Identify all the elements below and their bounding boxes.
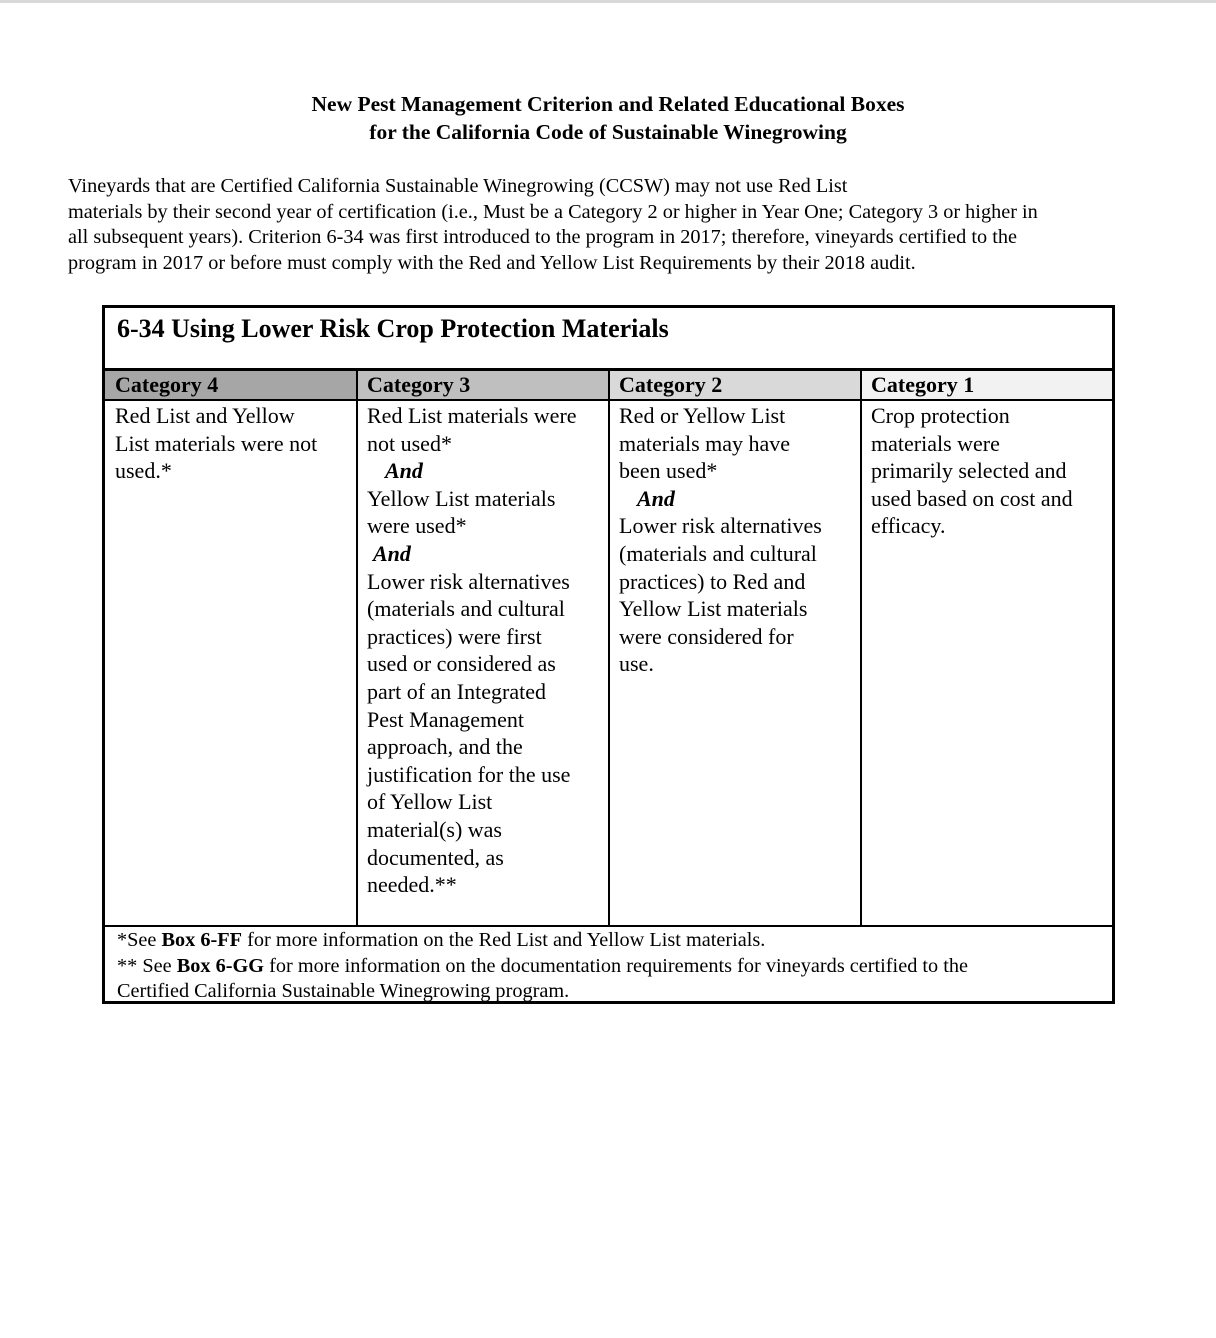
description-line: Red List materials were [367,403,577,428]
description-line: materials may have [619,430,791,456]
description-line: part of an Integrated [367,678,546,704]
header-category-2 [609,371,861,399]
footnote-2-box-ref: Box 6-GG [176,954,265,977]
footnote-2 [117,954,1107,980]
description-line: List materials were not [115,430,318,456]
footnote-2-text: for more information on the documentation requirements for vineyards certified to the [264,954,969,977]
column-divider [608,371,610,926]
footnote-1-box-ref: Box 6-FF [161,929,243,951]
description-line: not used* [367,430,452,456]
description-line: efficacy. [871,513,946,539]
document-title [0,90,1216,146]
intro-line-4: program in 2017 or before must comply with the Red and Yellow List Requirements by their 2018 audit. [68,251,916,274]
description-line: used.* [115,458,172,484]
header-category-4-label: Category 4 [115,372,219,397]
description-line: Lower risk alternatives [367,568,570,594]
description-line: use. [619,651,654,677]
intro-paragraph [68,174,1168,276]
document-title-line-1: New Pest Management Criterion and Related Educational Boxes [311,92,905,116]
description-line: documented, as [367,844,504,870]
description-line: materials were [871,430,1000,456]
header-category-3 [357,371,609,399]
footnote-2-prefix: ** See [117,954,177,977]
description-line: Red List and Yellow [115,403,295,428]
description-line: practices) to Red and [619,568,806,594]
description-line: were used* [367,513,467,539]
footnotes [117,928,1107,1005]
category-2-description [619,402,855,678]
footnote-rule [105,925,1112,927]
description-line: approach, and the [367,734,523,760]
footnote-1-prefix: *See [117,929,162,951]
description-line: used based on cost and [871,485,1073,511]
category-1-description [871,402,1107,540]
and-connector: And [637,485,675,511]
description-line: were considered for [619,623,794,649]
page-top-border [0,0,1216,3]
footnote-2-continued: Certified California Sustainable Winegrowing program. [117,980,570,1002]
header-category-1 [861,371,1112,399]
intro-line-2: materials by their second year of certification (i.e., Must be a Category 2 or higher in Year One; Category 3 or higher in [68,200,1038,223]
description-line: Yellow List materials [367,485,556,511]
description-line: practices) were first [367,623,542,649]
footnote-1 [117,928,1107,954]
intro-line-1: Vineyards that are Certified California Sustainable Winegrowing (CCSW) may not use Red List [68,175,848,197]
description-line: Pest Management [367,706,525,732]
header-category-2-label: Category 2 [619,372,723,397]
description-line: justification for the use [367,761,571,787]
footnote-1-text: for more information on the Red List and Yellow List materials. [242,929,766,951]
description-line: Red or Yellow List [619,403,786,428]
description-line: of Yellow List [367,789,493,815]
criterion-title: 6-34 Using Lower Risk Crop Protection Materials [117,314,669,343]
category-3-description [367,402,603,899]
description-line: (materials and cultural [619,540,817,566]
intro-line-3: all subsequent years). Criterion 6-34 was first introduced to the program in 2017; therefore, vineyards certified to the [68,226,1017,248]
category-4-description [115,402,351,485]
description-line: (materials and cultural [367,596,565,622]
description-line: used or considered as [367,651,556,677]
header-category-4 [105,371,356,399]
description-line: Crop protection [871,403,1010,428]
column-divider [860,371,862,926]
header-category-3-label: Category 3 [367,372,471,397]
header-category-1-label: Category 1 [871,372,975,397]
description-line: Yellow List materials [619,596,808,622]
description-line: Lower risk alternatives [619,513,822,539]
description-line: material(s) was [367,816,502,842]
description-line: needed.** [367,872,457,898]
description-line: primarily selected and [871,458,1067,484]
criterion-box [102,305,1115,1004]
description-line: been used* [619,458,718,484]
and-connector: And [385,458,423,484]
document-title-line-2: for the California Code of Sustainable Winegrowing [369,120,847,144]
and-connector: And [373,540,411,566]
column-divider [356,371,358,926]
